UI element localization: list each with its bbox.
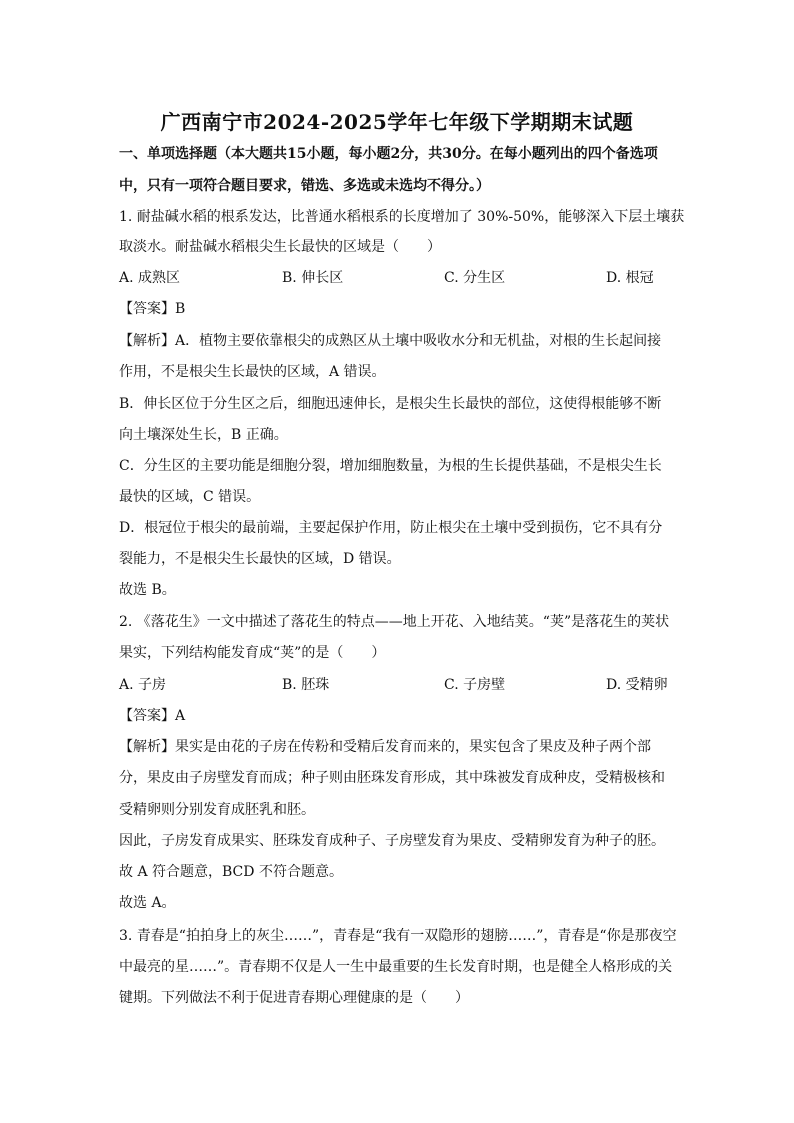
q2-analysis-line-3: 受精卵则分别发育成胚乳和胚。 — [119, 802, 315, 818]
q1-analysis-line-1: 【解析】A．植物主要依靠根尖的成熟区从土壤中吸收水分和无机盐，对根的生长起间接 — [119, 333, 662, 349]
q2-stem-line-2: 果实，下列结构能发育成“荚”的是（ ） — [119, 645, 386, 661]
q1-option-d: D. 根冠 — [606, 270, 654, 286]
q1-conclusion: 故选 B。 — [119, 582, 176, 598]
q1-analysis-line-6: 最快的区域，C 错误。 — [119, 489, 261, 505]
q1-stem-line-1: 1. 耐盐碱水稻的根系发达，比普通水稻根系的长度增加了 30%-50%，能够深入下层土壤获 — [119, 209, 685, 225]
q2-stem-line-1: 2. 《落花生》一文中描述了落花生的特点——地上开花、入地结荚。“荚”是落花生的荚状 — [119, 614, 670, 630]
q1-option-b: B. 伸长区 — [282, 270, 344, 286]
q2-analysis-line-5: 故 A 符合题意，BCD 不符合题意。 — [119, 864, 343, 880]
q2-analysis-line-4: 因此，子房发育成果实、胚珠发育成种子、子房壁发育为果皮、受精卵发育为种子的胚。 — [119, 833, 665, 849]
q3-stem-line-2: 中最亮的星……”。青春期不仅是人一生中最重要的生长发育时期，也是健全人格形成的关 — [119, 959, 673, 975]
section-heading-line-2: 中，只有一项符合题目要求，错选、多选或未选均不得分。） — [119, 178, 490, 194]
q1-analysis-line-5: C．分生区的主要功能是细胞分裂，增加细胞数量，为根的生长提供基础，不是根尖生长 — [119, 458, 662, 474]
q1-analysis-line-4: 向土壤深处生长，B 正确。 — [119, 427, 288, 443]
q3-stem-line-3: 键期。下列做法不利于促进青春期心理健康的是（ ） — [119, 990, 469, 1006]
q2-conclusion: 故选 A。 — [119, 895, 176, 911]
q1-answer: 【答案】B — [119, 301, 186, 317]
document-title: 广西南宁市2024-2025学年七年级下学期期末试题 — [160, 110, 634, 134]
q2-option-d: D. 受精卵 — [606, 677, 668, 693]
q1-option-a: A. 成熟区 — [119, 270, 181, 286]
q1-stem-line-2: 取淡水。耐盐碱水稻根尖生长最快的区域是（ ） — [119, 239, 441, 255]
q1-analysis-line-8: 裂能力，不是根尖生长最快的区域，D 错误。 — [119, 551, 401, 567]
q2-analysis-line-1: 【解析】果实是由花的子房在传粉和受精后发育而来的，果实包含了果皮及种子两个部 — [119, 739, 651, 755]
q2-answer: 【答案】A — [119, 708, 186, 724]
q3-stem-line-1: 3. 青春是“拍拍身上的灰尘……”，青春是“我有一双隐形的翅膀……”，青春是“你是那夜空 — [119, 928, 677, 944]
section-heading-line-1: 一、单项选择题（本大题共15小题，每小题2分，共30分。在每小题列出的四个备选项 — [119, 146, 658, 162]
q1-analysis-line-2: 作用，不是根尖生长最快的区域，A 错误。 — [119, 364, 386, 380]
q2-option-b: B. 胚珠 — [282, 677, 330, 693]
q2-option-a: A. 子房 — [119, 677, 167, 693]
q1-analysis-line-3: B．伸长区位于分生区之后，细胞迅速伸长，是根尖生长最快的部位，这使得根能够不断 — [119, 396, 662, 412]
q2-option-c: C. 子房壁 — [444, 677, 506, 693]
q2-analysis-line-2: 分，果皮由子房壁发育而成；种子则由胚珠发育形成，其中珠被发育成种皮，受精极核和 — [119, 770, 665, 786]
q1-option-c: C. 分生区 — [444, 270, 506, 286]
q1-analysis-line-7: D．根冠位于根尖的最前端，主要起保护作用，防止根尖在土壤中受到损伤，它不具有分 — [119, 520, 663, 536]
